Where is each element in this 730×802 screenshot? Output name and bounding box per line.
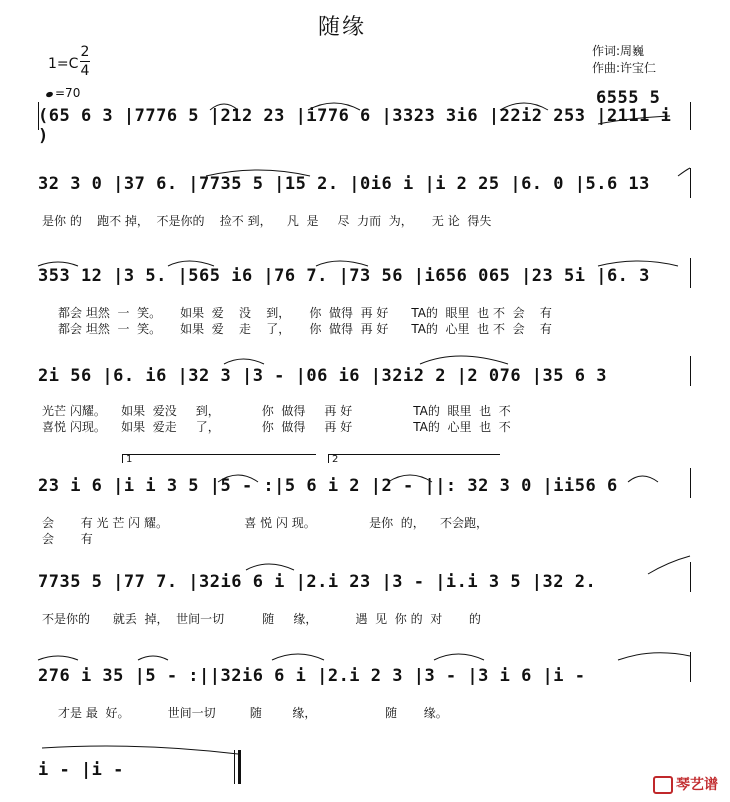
score-row-3 [38, 258, 690, 338]
notation-row-7: 276 i 35 |5 - :||32i6 6 i |2.i 2 3 |3 - |3 i 6 |i - [38, 666, 586, 686]
notation-row-6: 7735 5 |77 7. |32i6 6 i |2.i 23 |3 - |i.i 3 5 |32 2. [38, 572, 597, 592]
lyric-row-3-verse-1: 都会 坦然 一 笑。 如果 爱 没 到， 你 做得 再 好 TA的 眼里 也 不 会 有 [58, 306, 552, 320]
lyric-row-2: 是你 的 跑不 掉， 不是你的 捡不 到， 凡 是 尽 力而 为， 无 论 得失 [42, 214, 492, 228]
volta-ending-2: 2 [328, 454, 500, 463]
qinyipu-logo-icon [653, 776, 673, 794]
volta-ending-1: 1 [122, 454, 316, 463]
score-row-6 [38, 562, 690, 632]
score-row-4 [38, 356, 690, 436]
lyric-row-6: 不是你的 就丢 掉， 世间一切 随 缘， 遇 见 你 的 对 的 [42, 612, 481, 626]
composer-credit: 作曲:许宝仁 [592, 61, 657, 75]
notation-row-2: 32 3 0 |37 6. |7735 5 |15 2. |0i6 i |i 2 25 |6. 0 |5.6 13 [38, 174, 650, 194]
notation-row-5: 23 i 6 |i i 3 5 |5 - :|5 6 i 2 |2 - ||: 32 3 0 |ii56 6 [38, 476, 618, 496]
notation-row-3: 353 12 |3 5. |565 i6 |76 7. |73 56 |i656 065 |23 5i |6. 3 [38, 266, 650, 286]
lyric-row-7: 才是 最 好。 世间一切 随 缘， 随 缘。 [58, 706, 448, 720]
site-watermark [653, 774, 718, 794]
notation-row-1-alt: 6555 5 [596, 88, 661, 108]
lyric-row-5-verse-1: 会 有 光 芒 闪 耀。 喜 悦 闪 现。 是你 的， 不会跑， [42, 516, 488, 530]
song-title: 随缘 [318, 15, 367, 40]
lyric-row-4-verse-2: 喜悦 闪现。 如果 爱走 了， 你 做得 再 好 TA的 心里 也 不 [42, 420, 511, 434]
lyric-row-3-verse-2: 都会 坦然 一 笑。 如果 爱 走 了， 你 做得 再 好 TA的 心里 也 不 会 有 [58, 322, 552, 336]
watermark-text: 琴艺谱 [676, 777, 718, 793]
lyricist-credit: 作词:周巍 [592, 44, 645, 58]
time-signature [80, 44, 90, 79]
score-row-8 [38, 744, 690, 794]
time-signature-top: 2 [80, 44, 90, 60]
time-signature-bottom: 4 [80, 63, 90, 79]
score-row-2 [38, 168, 690, 228]
notation-row-8: i - |i - [38, 760, 124, 780]
score-row-5 [38, 454, 690, 544]
score-row-7 [38, 652, 690, 722]
key-signature: 1=C [48, 56, 79, 72]
lyric-row-4-verse-1: 光芒 闪耀。 如果 爱没 到， 你 做得 再 好 TA的 眼里 也 不 [42, 404, 511, 418]
notation-row-1: (65 6 3 |7776 5 |212 23 |i776 6 |3323 3i6 |22i2 253 |2111 i ) [38, 106, 672, 146]
tempo-value: =70 [55, 86, 81, 100]
notation-row-4: 2i 56 |6. i6 |32 3 |3 - |06 i6 |32i2 2 |2 076 |35 6 3 [38, 366, 607, 386]
lyric-row-5-verse-2: 会 有 [42, 532, 93, 546]
